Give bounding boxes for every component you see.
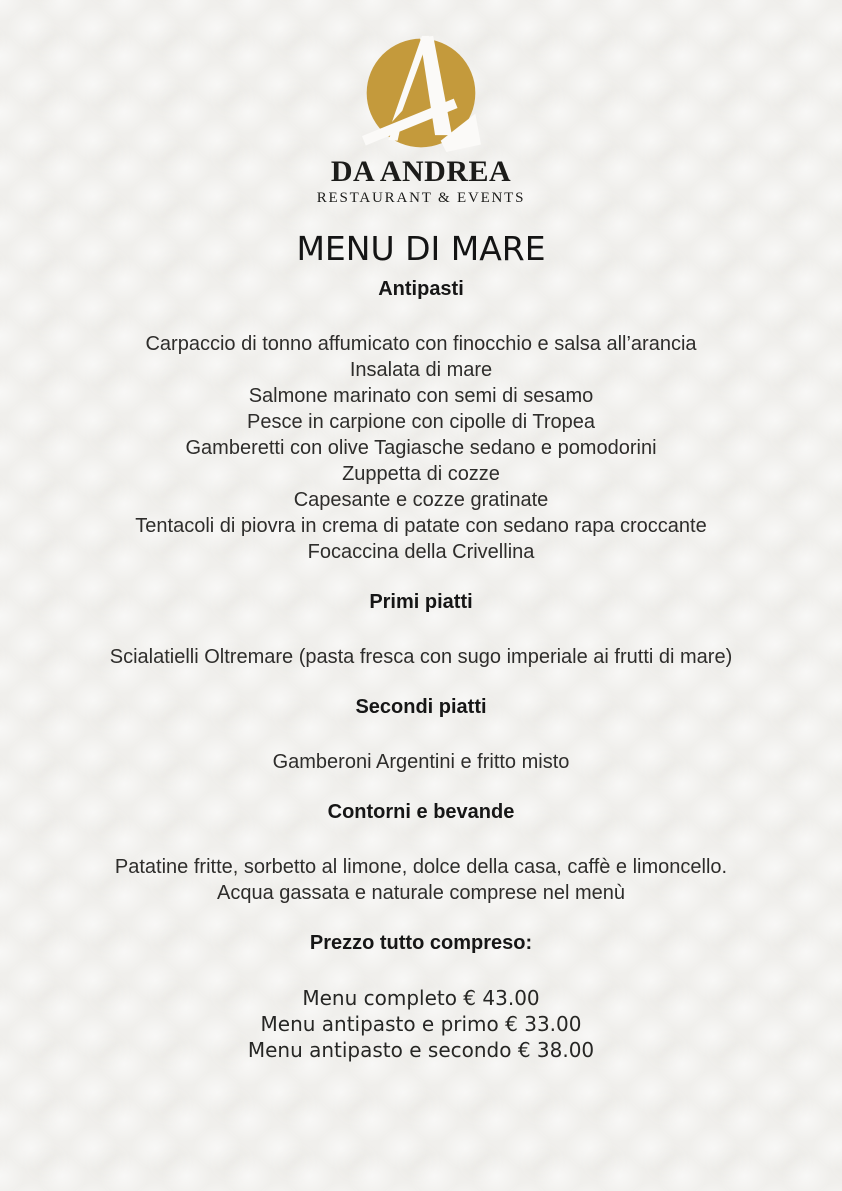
a-monogram-circle-icon bbox=[360, 34, 482, 152]
price-item: Menu completo € 43.00 bbox=[302, 986, 540, 1010]
restaurant-tagline: RESTAURANT & EVENTS bbox=[316, 190, 526, 206]
menu-item: Scialatielli Oltremare (pasta fresca con sugo imperiale ai frutti di mare) bbox=[109, 646, 733, 668]
menu-item: Acqua gassata e naturale comprese nel menù bbox=[216, 882, 626, 904]
menu-item: Zuppetta di cozze bbox=[342, 463, 500, 485]
menu-item: Gamberoni Argentini e fritto misto bbox=[272, 751, 570, 773]
menu-item: Patatine fritte, sorbetto al limone, dolce della casa, caffè e limoncello. bbox=[114, 856, 728, 878]
menu-item: Insalata di mare bbox=[349, 359, 493, 381]
menu-item: Salmone marinato con semi di sesamo bbox=[248, 385, 594, 407]
section-items bbox=[0, 749, 842, 775]
section-items bbox=[0, 644, 842, 670]
menu-item: Pesce in carpione con cipolle di Tropea bbox=[247, 411, 595, 433]
section-primi-piatti bbox=[0, 590, 842, 670]
section-heading: Primi piatti bbox=[369, 591, 473, 613]
section-secondi-piatti bbox=[0, 695, 842, 775]
menu-item: Focaccina della Crivellina bbox=[307, 541, 535, 563]
section-contorni-e-bevande bbox=[0, 800, 842, 906]
section-antipasti bbox=[0, 277, 842, 565]
section-heading: Secondi piatti bbox=[355, 696, 487, 718]
menu-item: Gamberetti con olive Tagiasche sedano e pomodorini bbox=[185, 437, 657, 459]
price-item: Menu antipasto e primo € 33.00 bbox=[260, 1012, 582, 1036]
menu-item: Tentacoli di piovra in crema di patate con sedano rapa croccante bbox=[135, 515, 707, 537]
section-heading: Prezzo tutto compreso: bbox=[309, 932, 533, 954]
restaurant-header bbox=[0, 0, 842, 207]
menu-title: MENU DI MARE bbox=[296, 229, 546, 268]
restaurant-name: DA ANDREA bbox=[330, 155, 512, 188]
section-prezzo bbox=[0, 931, 842, 1063]
section-heading: Antipasti bbox=[378, 278, 464, 300]
price-item: Menu antipasto e secondo € 38.00 bbox=[247, 1038, 595, 1062]
menu-item: Capesante e cozze gratinate bbox=[293, 489, 549, 511]
section-items bbox=[0, 854, 842, 906]
section-items bbox=[0, 985, 842, 1063]
section-items bbox=[0, 331, 842, 565]
menu-item: Carpaccio di tonno affumicato con finocchio e salsa all’arancia bbox=[145, 333, 697, 355]
section-heading: Contorni e bevande bbox=[327, 801, 515, 823]
